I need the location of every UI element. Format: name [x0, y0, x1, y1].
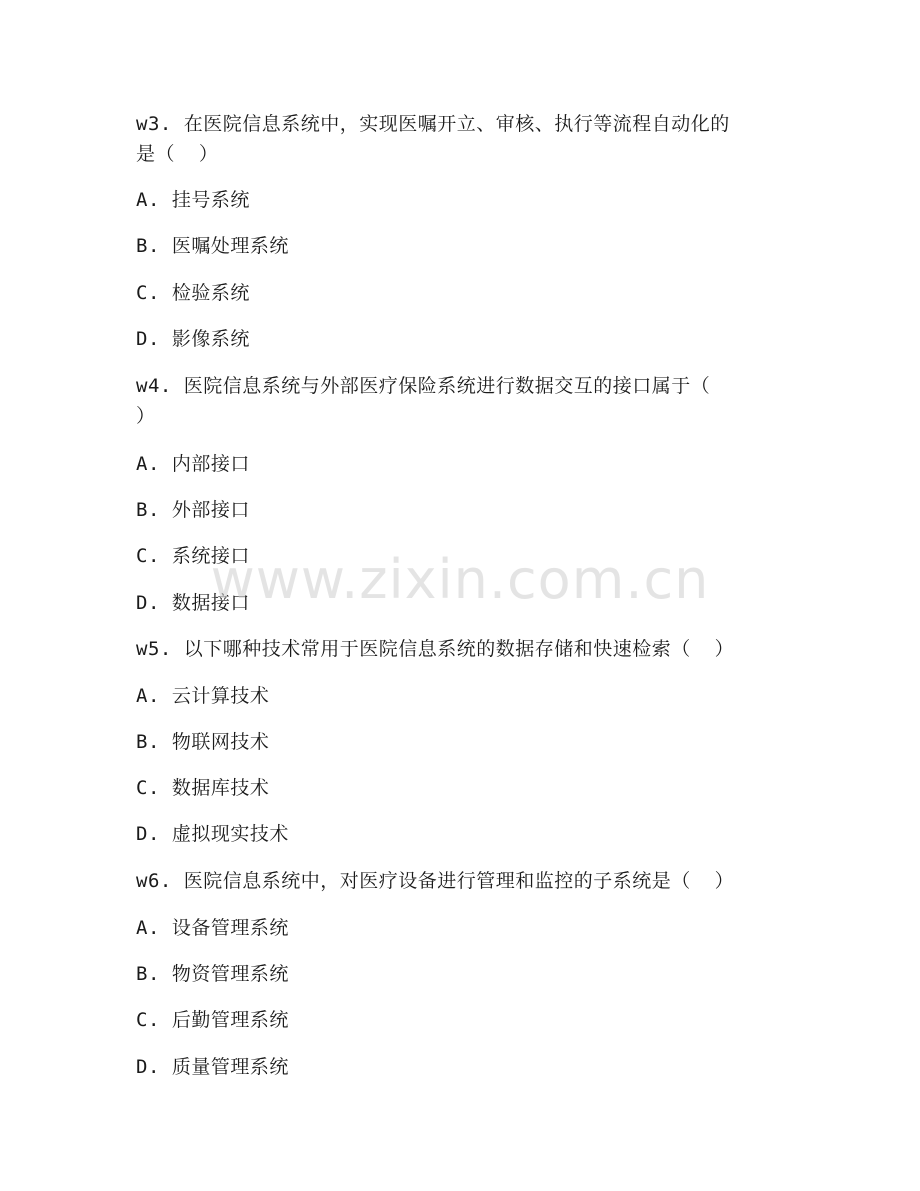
question-w4-option-a: A. 内部接口	[136, 453, 250, 475]
question-w3-option-d: D. 影像系统	[136, 328, 250, 350]
question-w3-option-b: B. 医嘱处理系统	[136, 235, 289, 257]
question-w5-option-a: A. 云计算技术	[136, 685, 270, 707]
question-w5-stem: w5. 以下哪种技术常用于医院信息系统的数据存储和快速检索（ ）	[136, 638, 735, 660]
question-w6-option-d: D. 质量管理系统	[136, 1056, 289, 1078]
question-w3-stem-line2: 是（ ）	[136, 143, 219, 165]
question-w3-stem-line1: w3. 在医院信息系统中，实现医嘱开立、审核、执行等流程自动化的	[136, 113, 730, 135]
question-w5-option-c: C. 数据库技术	[136, 777, 270, 799]
question-w6-stem: w6. 医院信息系统中，对医疗设备进行管理和监控的子系统是（ ）	[136, 870, 735, 892]
question-w5-option-b: B. 物联网技术	[136, 731, 270, 753]
question-w3-option-c: C. 检验系统	[136, 282, 250, 304]
question-w6-option-b: B. 物资管理系统	[136, 963, 289, 985]
question-w4-stem-line1: w4. 医院信息系统与外部医疗保险系统进行数据交互的接口属于（	[136, 375, 711, 397]
question-w6-option-a: A. 设备管理系统	[136, 917, 289, 939]
question-w3-option-a: A. 挂号系统	[136, 189, 250, 211]
question-w4-option-c: C. 系统接口	[136, 545, 250, 567]
watermark-text: www.zixin.com.cn	[210, 548, 710, 611]
question-w5-option-d: D. 虚拟现实技术	[136, 823, 289, 845]
question-w6-option-c: C. 后勤管理系统	[136, 1009, 289, 1031]
question-w4-option-d: D. 数据接口	[136, 592, 250, 614]
question-w4-option-b: B. 外部接口	[136, 499, 250, 521]
question-w4-stem-line2: ）	[136, 405, 156, 427]
